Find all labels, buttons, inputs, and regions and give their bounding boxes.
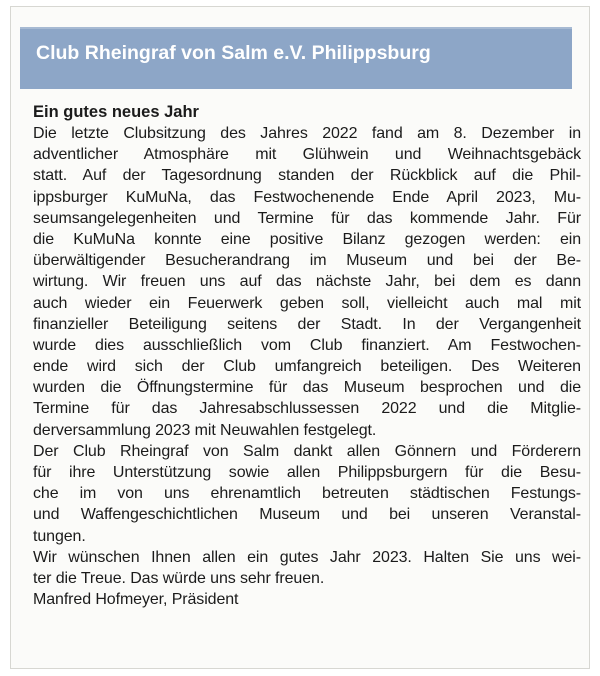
article-line: seumsangelegenheiten und Termine für das kommende Jahr. Für [33,209,581,227]
article-line: ippsburger KuMuNa, das Festwochenende Ende April 2023, Mu- [33,188,581,206]
article-line: adventlicher Atmosphäre mit Glühwein und Weihnachtsgebäck [33,146,581,164]
club-header-title: Club Rheingraf von Salm e.V. Philippsburg [36,42,431,64]
article-line: ende wird sich der Club umfangreich beteiligen. Des Weiteren [33,358,581,376]
article-line: für ihre Unterstützung sowie allen Philippsburgern für die Besu- [33,464,581,481]
article-line: die KuMuNa konnte eine positive Bilanz gezogen werden: ein [33,230,581,248]
article-line: statt. Auf der Tagesordnung standen der Rückblick auf die Phil- [33,167,581,185]
article-line: überwältigender Besucherandrang im Museum und bei der Be- [33,252,581,270]
article-line: Der Club Rheingraf von Salm dankt allen Gönnern und Förderern [33,442,581,460]
article-line: wurden die Öffnungstermine für das Museum besprochen und die [33,379,581,397]
article-line: Die letzte Clubsitzung des Jahres 2022 fand am 8. Dezember in [33,125,581,142]
article-headline: Ein gutes neues Jahr [33,103,199,121]
article-line: ter die Treue. Das würde uns sehr freuen. [33,569,325,587]
article-signature: Manfred Hofmeyer, Präsident [33,591,239,609]
article-line: finanzieller Beteiligung seitens der Stadt. In der Vergangenheit [33,315,581,333]
article-line: che im von uns ehrenamtlich betreuten städtischen Festungs- [33,485,581,503]
article-line: auch wieder ein Feuerwerk geben soll, vielleicht auch mal mit [33,294,581,312]
article-line: Termine für das Jahresabschlussessen 2022 und die Mitglie- [33,400,581,418]
article-line: wirtung. Wir freuen uns auf das nächste Jahr, bei dem es dann [33,273,581,291]
club-header-bar [20,27,572,89]
article-line: wurde dies ausschließlich vom Club finanziert. Am Festwochen- [33,336,581,354]
article-line: derversammlung 2023 mit Neuwahlen festgelegt. [33,421,377,439]
article-line: Wir wünschen Ihnen allen ein gutes Jahr 2023. Halten Sie uns wei- [33,548,581,566]
article-line: und Waffengeschichtlichen Museum und bei unseren Veranstal- [33,506,581,524]
article-body [33,102,581,610]
article-line: tungen. [33,527,86,545]
